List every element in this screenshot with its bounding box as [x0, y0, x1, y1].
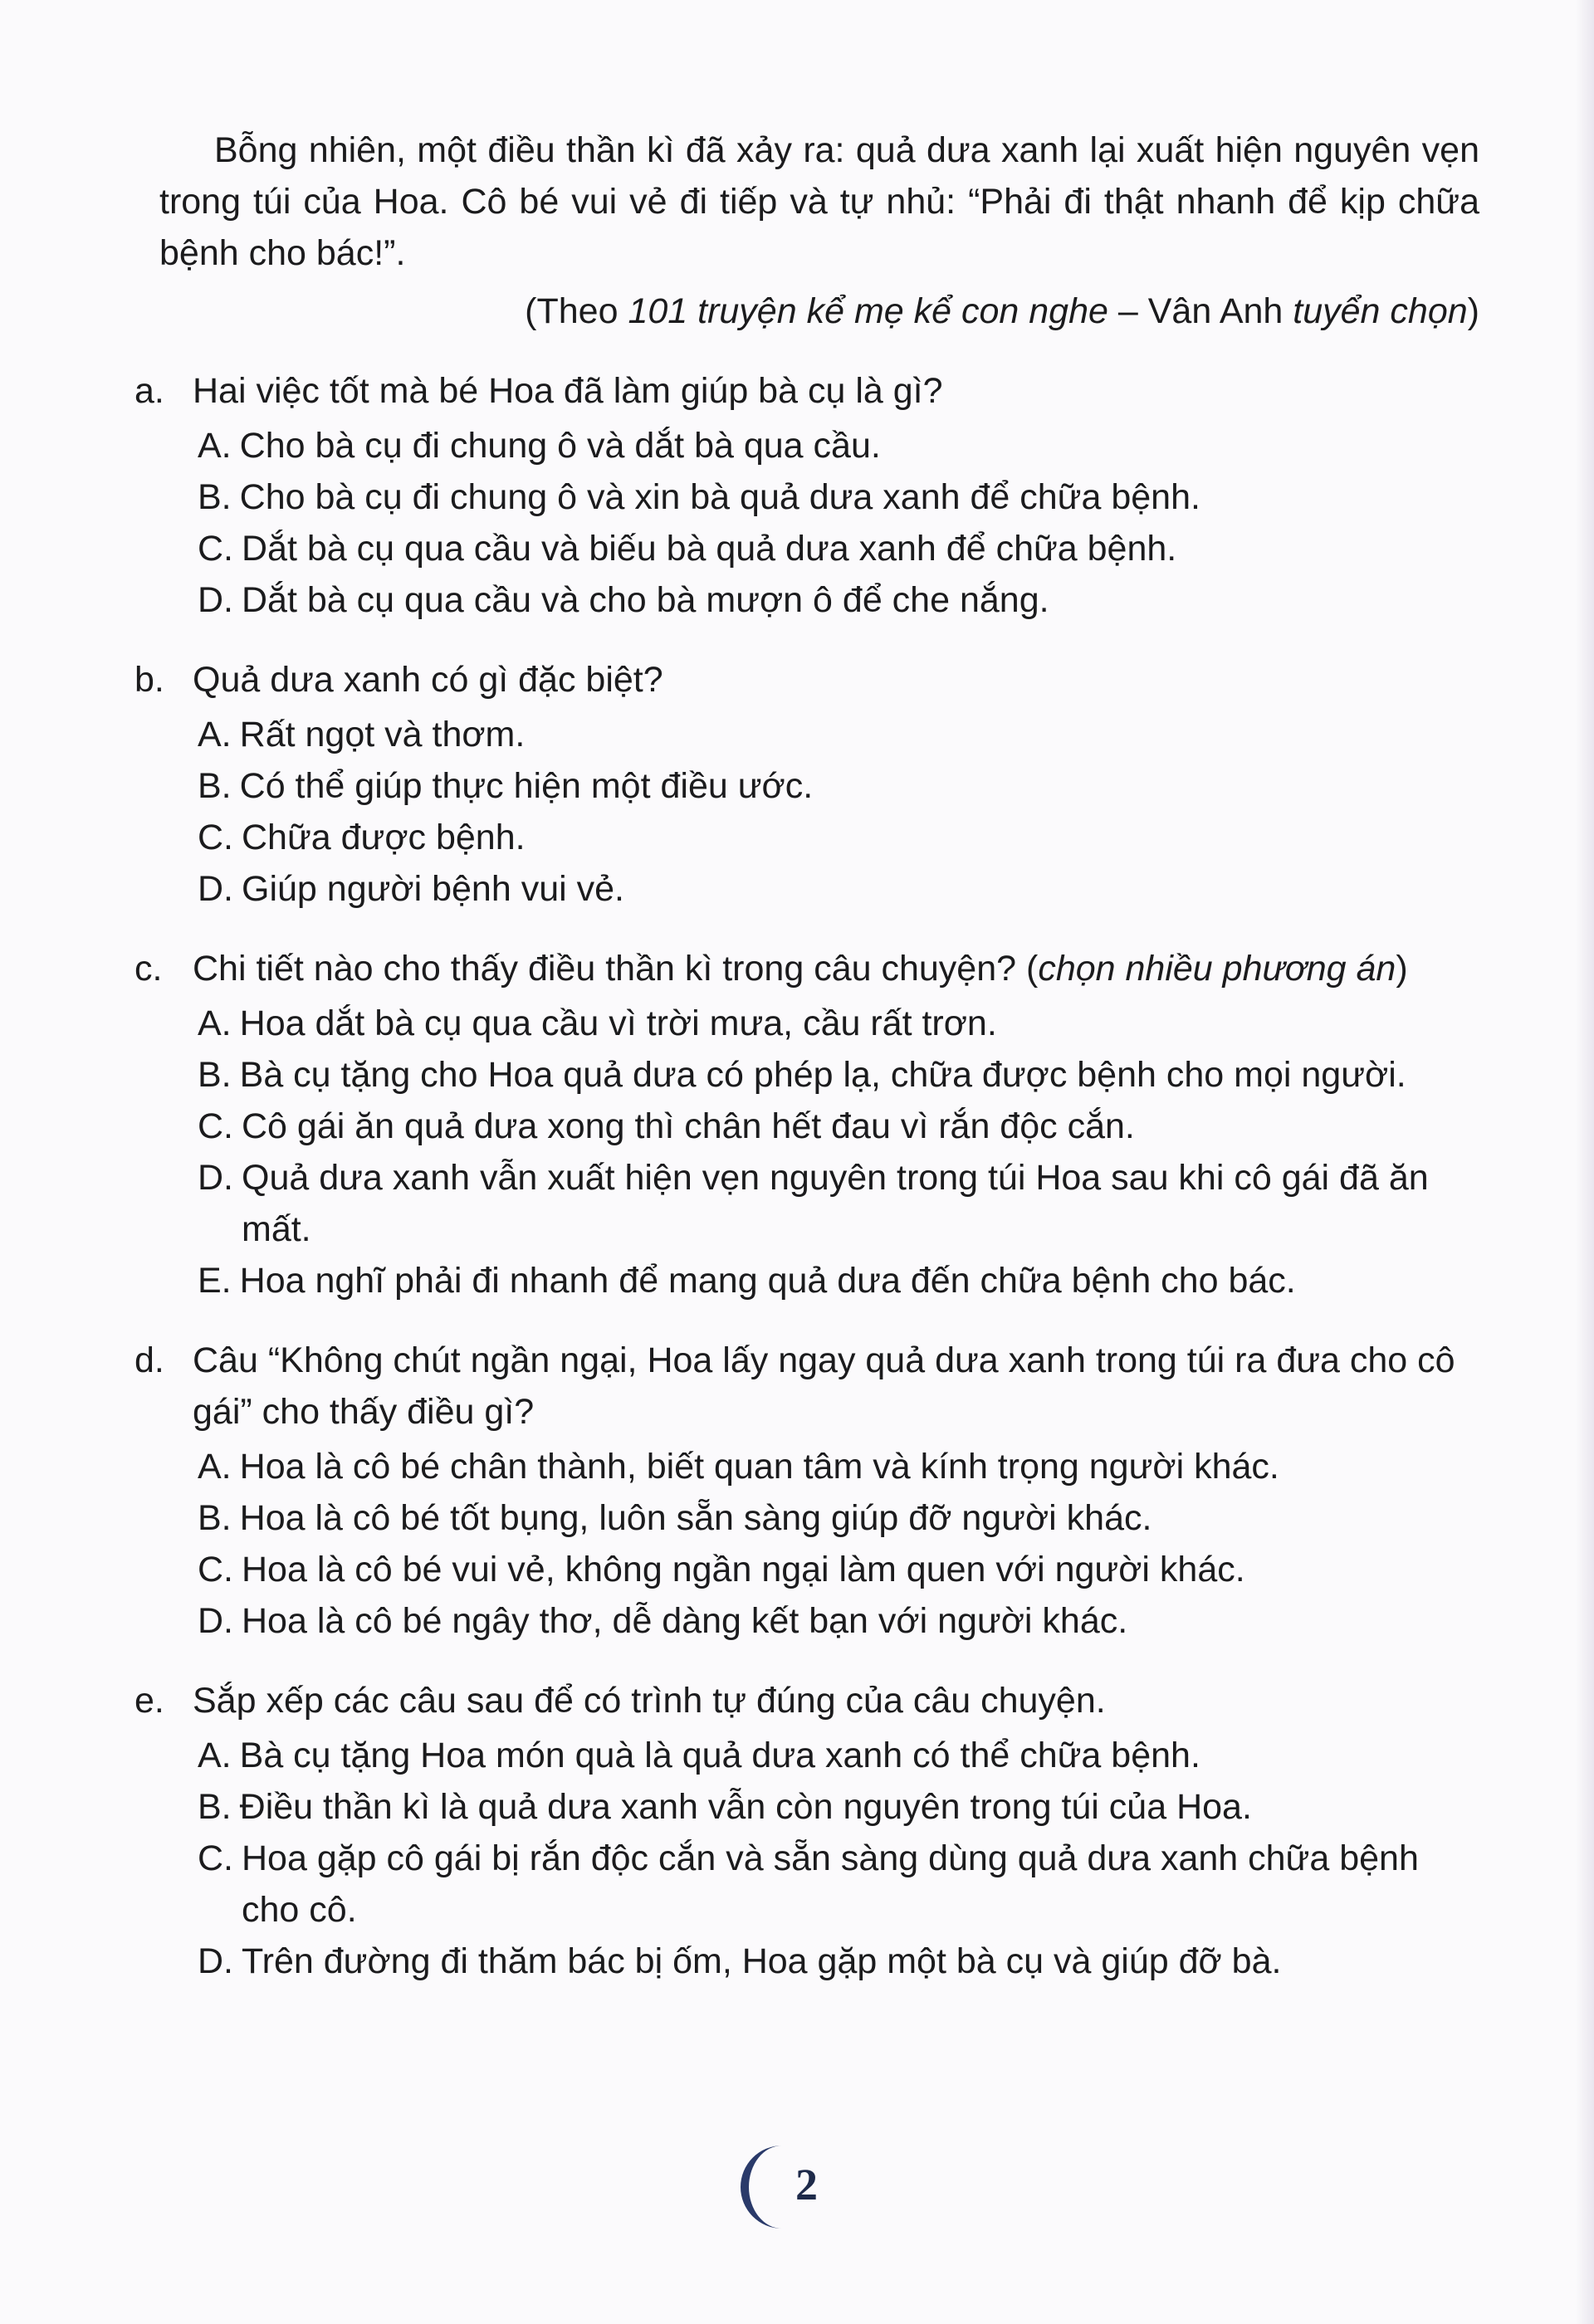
- question-text: Sắp xếp các câu sau để có trình tự đúng của câu chuyện.: [193, 1681, 1106, 1721]
- option-item: D. Trên đường đi thăm bác bị ốm, Hoa gặp một bà cụ và giúp đỡ bà.: [198, 1941, 1282, 1981]
- question-text: Chi tiết nào cho thấy điều thần kì trong câu chuyện? (chọn nhiều phương án): [193, 949, 1408, 989]
- question-letter: e.: [134, 1681, 164, 1721]
- question-letter: c.: [134, 949, 163, 989]
- question-text: Quả dưa xanh có gì đặc biệt?: [193, 660, 663, 700]
- option-item: C. Cô gái ăn quả dưa xong thì chân hết đau vì rắn độc cắn.: [198, 1106, 1135, 1146]
- question-c: [134, 943, 1479, 1306]
- question-e: [134, 1675, 1479, 1987]
- page-footer: [731, 2137, 830, 2237]
- option-item: C. Hoa là cô bé vui vẻ, không ngần ngại làm quen với người khác.: [198, 1550, 1245, 1589]
- option-item: E. Hoa nghĩ phải đi nhanh để mang quả dưa đến chữa bệnh cho bác.: [198, 1261, 1296, 1301]
- option-item: A. Hoa là cô bé chân thành, biết quan tâm và kính trọng người khác.: [198, 1447, 1279, 1487]
- source-title: 101 truyện kể mẹ kể con nghe: [628, 291, 1108, 331]
- option-item: B. Bà cụ tặng cho Hoa quả dưa có phép lạ, chữa được bệnh cho mọi người.: [198, 1055, 1406, 1095]
- option-item: D. Hoa là cô bé ngây thơ, dễ dàng kết bạn với người khác.: [198, 1601, 1128, 1641]
- option-item: A. Bà cụ tặng Hoa món quà là quả dưa xanh có thể chữa bệnh.: [198, 1736, 1200, 1775]
- option-list: [159, 709, 1479, 915]
- option-item: C. Chữa được bệnh.: [198, 818, 526, 857]
- source-role: tuyển chọn: [1293, 291, 1468, 331]
- question-letter: a.: [134, 371, 164, 411]
- option-list: [159, 998, 1479, 1306]
- option-list: [159, 420, 1479, 626]
- passage-source: (Theo 101 truyện kể mẹ kể con nghe – Vân Anh tuyển chọn): [525, 291, 1479, 331]
- page-number: 2: [795, 2160, 818, 2209]
- question-note: chọn nhiều phương án: [1038, 949, 1396, 989]
- page-content: [134, 124, 1479, 1987]
- question-a: [134, 365, 1479, 626]
- question-text: Câu “Không chút ngần ngại, Hoa lấy ngay quả dưa xanh trong túi ra đưa cho cô gái” cho thấy điều gì?: [193, 1340, 1455, 1432]
- option-item: D. Giúp người bệnh vui vẻ.: [198, 869, 624, 909]
- passage-paragraph: Bỗng nhiên, một điều thần kì đã xảy ra: quả dưa xanh lại xuất hiện nguyên vẹn trong túi của Hoa. Cô bé vui vẻ đi tiếp và tự nhủ: “Phải đi thật nhanh để kịp chữa bệnh cho bác!”.: [159, 130, 1479, 273]
- question-d: [134, 1335, 1479, 1647]
- option-item: B. Điều thần kì là quả dưa xanh vẫn còn nguyên trong túi của Hoa.: [198, 1787, 1252, 1827]
- option-item: A. Hoa dắt bà cụ qua cầu vì trời mưa, cầu rất trơn.: [198, 1003, 997, 1043]
- option-item: D. Quả dưa xanh vẫn xuất hiện vẹn nguyên trong túi Hoa sau khi cô gái đã ăn mất.: [198, 1158, 1429, 1249]
- option-item: C. Hoa gặp cô gái bị rắn độc cắn và sẵn sàng dùng quả dưa xanh chữa bệnh cho cô.: [198, 1838, 1419, 1930]
- question-letter: d.: [134, 1340, 164, 1380]
- question-b: [134, 654, 1479, 915]
- option-item: B. Có thể giúp thực hiện một điều ước.: [198, 766, 814, 806]
- option-item: A. Cho bà cụ đi chung ô và dắt bà qua cầu.: [198, 426, 881, 466]
- option-item: B. Cho bà cụ đi chung ô và xin bà quả dưa xanh để chữa bệnh.: [198, 477, 1200, 517]
- question-letter: b.: [134, 660, 164, 700]
- option-item: D. Dắt bà cụ qua cầu và cho bà mượn ô để che nắng.: [198, 580, 1049, 620]
- question-text: Hai việc tốt mà bé Hoa đã làm giúp bà cụ là gì?: [193, 371, 943, 411]
- option-item: B. Hoa là cô bé tốt bụng, luôn sẵn sàng giúp đỡ người khác.: [198, 1498, 1152, 1538]
- option-list: [159, 1441, 1479, 1647]
- page-edge-shadow: [1576, 0, 1594, 2324]
- option-item: C. Dắt bà cụ qua cầu và biếu bà quả dưa xanh để chữa bệnh.: [198, 529, 1177, 569]
- option-item: A. Rất ngọt và thơm.: [198, 715, 526, 754]
- option-list: [159, 1730, 1479, 1987]
